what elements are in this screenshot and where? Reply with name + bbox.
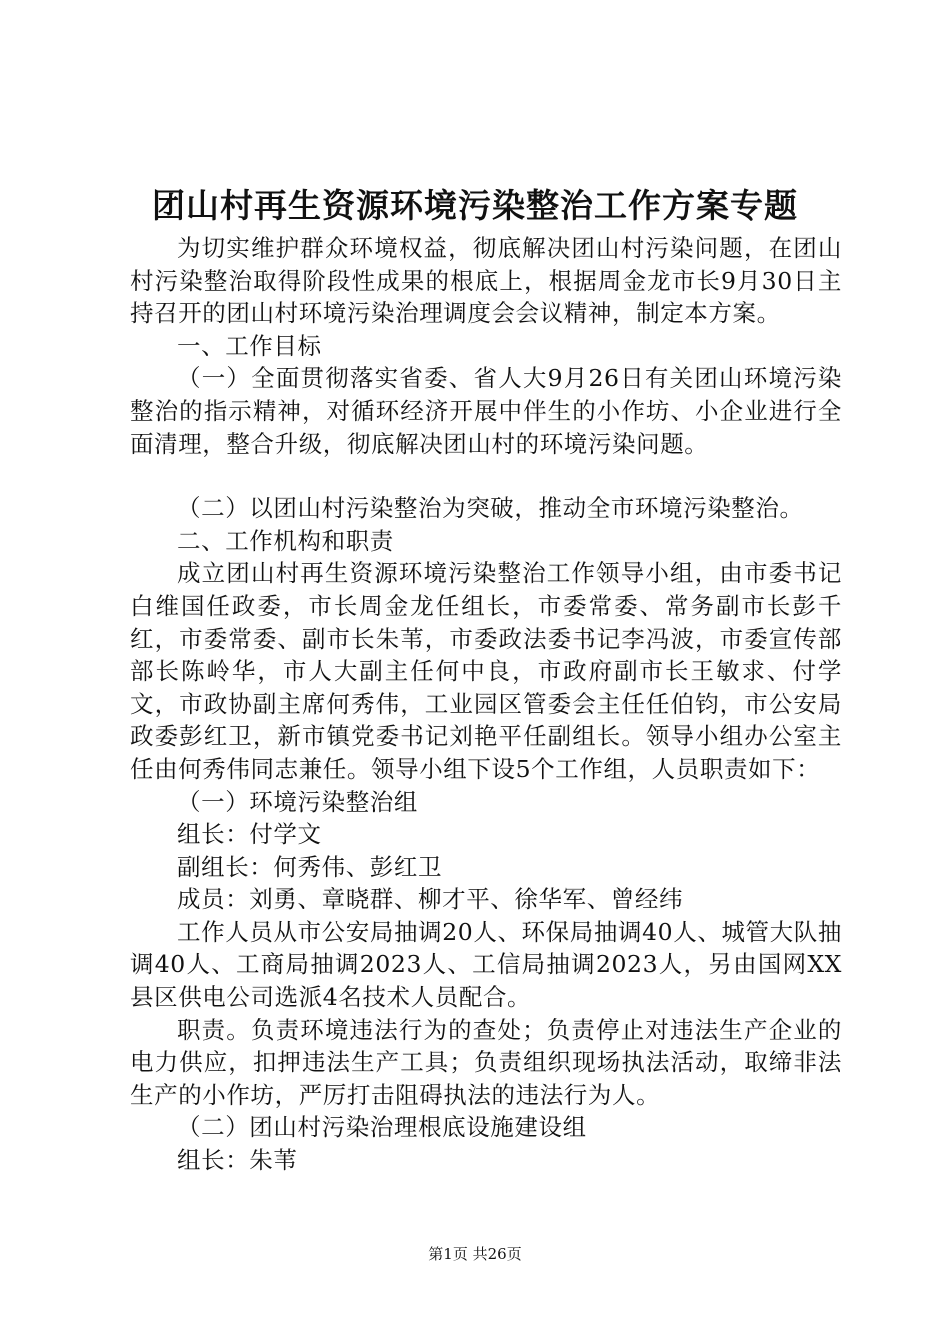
group-1-leader: 组长：付学文 [177, 820, 322, 849]
group-1-members: 成员：刘勇、章晓群、柳才平、徐华军、曾经纬 [177, 885, 684, 914]
document-title: 团山村再生资源环境污染整治工作方案专题 [152, 186, 798, 225]
page-number: 第1页 共26页 [428, 1245, 522, 1263]
group-2-leader: 组长：朱苇 [177, 1146, 298, 1175]
paragraph-leadership-group: 成立团山村再生资源环境污染整治工作领导小组，由市委书记白维国任政委，市长周金龙任组长，市委常委、常务副市长彭千红，市委常委、副市长朱苇，市委政法委书记李冯波，市委宣传部部长陈岭华，市人大副主任何中良，市政府副市长王敏求、付学文，市政协副主席何秀伟，工业园区管委会主任任伯钧，市公安局政委彭红卫，新市镇党委书记刘艳平任副组长。领导小组办公室主任由何秀伟同志兼任。领导小组下设5个工作组，人员职责如下： [130, 559, 842, 783]
paragraph-goal-2: （二）以团山村污染整治为突破，推动全市环境污染整治。 [177, 494, 804, 523]
group-1-duties: 职责。负责环境违法行为的查处；负责停止对违法生产企业的电力供应，扣押违法生产工具；负责组织现场执法活动，取缔非法生产的小作坊，严厉打击阻碍执法的违法行为人。 [130, 1015, 842, 1109]
heading-work-goals: 一、工作目标 [177, 331, 322, 360]
heading-organization: 二、工作机构和职责 [177, 526, 394, 555]
heading-group-1: （一）环境污染整治组 [177, 787, 418, 816]
group-1-staff: 工作人员从市公安局抽调20人、环保局抽调40人、城管大队抽调40人、工商局抽调2023人、工信局抽调2023人，另由国网XX县区供电公司选派4名技术人员配合。 [130, 917, 842, 1012]
paragraph-goal-1: （一）全面贯彻落实省委、省人大9月26日有关团山环境污染整治的指示精神，对循环经济开展中伴生的小作坊、小企业进行全面清理，整合升级，彻底解决团山村的环境污染问题。 [130, 364, 842, 458]
paragraph-intro: 为切实维护群众环境权益，彻底解决团山村污染问题，在团山村污染整治取得阶段性成果的根底上，根据周金龙市长9月30日主持召开的团山村环境污染治理调度会会议精神，制定本方案。 [130, 234, 842, 328]
document-body [130, 232, 842, 1177]
heading-group-2: （二）团山村污染治理根底设施建设组 [177, 1113, 587, 1142]
group-1-deputy-leaders: 副组长：何秀伟、彭红卫 [177, 852, 443, 881]
